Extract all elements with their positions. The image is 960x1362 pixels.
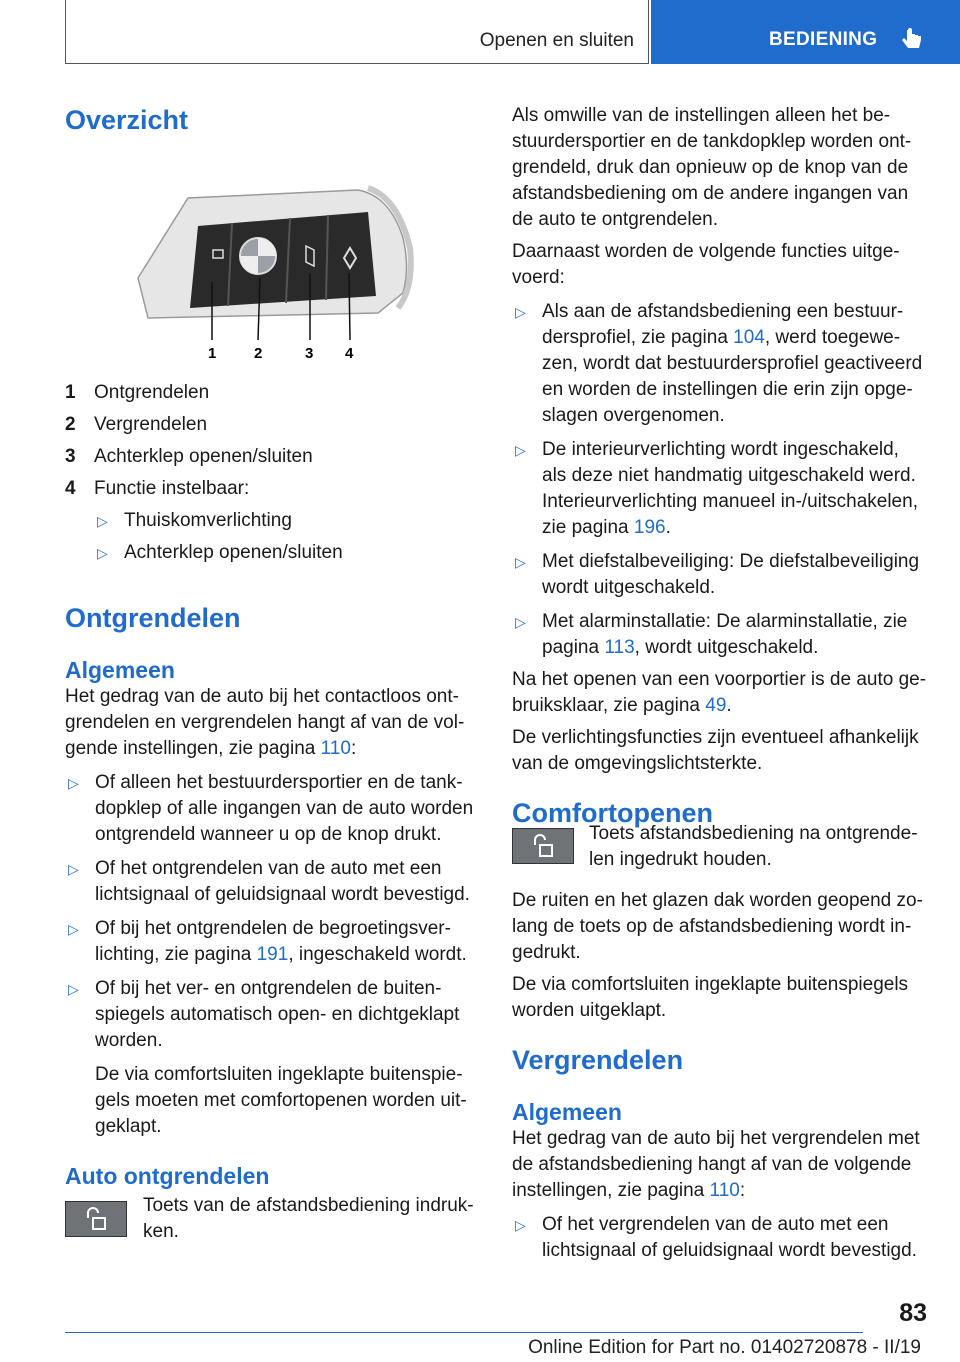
page-link[interactable]: 113 — [604, 637, 635, 658]
paragraph: Het gedrag van de auto bij het vergrendelen met de afstandsbediening hangt af van de volgende instellingen, zie pagina 110: — [512, 1128, 920, 1201]
page-link[interactable]: 191 — [256, 944, 289, 965]
paragraph: De ruiten en het glazen dak worden geopend zo- lang de toets op de afstandsbediening wordt in- gedrukt. — [512, 890, 923, 963]
paragraph: De verlichtingsfuncties zijn eventueel afhankelijk van de omgevingslichtsterkte. — [512, 727, 919, 774]
heading-vergrendelen: Vergrendelen — [512, 1045, 684, 1075]
page-number: 83 — [899, 1299, 927, 1327]
bullet-item: ▷ Of het ontgrendelen van de auto met een lichtsignaal of geluidsignaal wordt bevestigd. — [68, 858, 470, 905]
chapter-title: Openen en sluiten — [479, 30, 634, 51]
page-link[interactable]: 104 — [733, 327, 765, 348]
section-title: BEDIENING — [769, 29, 878, 50]
paragraph: Daarnaast worden de volgende functies uitge- voerd: — [512, 241, 900, 288]
list-item: 3 Achterklep openen/sluiten — [65, 446, 313, 467]
comfort-text: Toets afstandsbediening na ontgrende- len ingedrukt houden. — [589, 823, 918, 870]
right-column-lower — [512, 888, 932, 1264]
bullet-note: De via comfortsluiten ingeklapte buitenspie- gels moeten met comfortopenen worden uit- geklapt. — [95, 1064, 467, 1137]
paragraph: Na het openen van een voorportier is de auto ge- bruiksklaar, zie pagina 49. — [512, 669, 927, 716]
page-link[interactable]: 110 — [320, 738, 351, 759]
left-column — [65, 104, 485, 136]
list-item: 4 Functie instelbaar: — [65, 478, 250, 499]
overview-list — [65, 380, 485, 572]
heading-auto-ontgrendelen: Auto ontgrendelen — [65, 1163, 270, 1189]
bullet-item: ▷ Of het vergrendelen van de auto met een lichtsignaal of geluidsignaal wordt bevestigd. — [515, 1214, 917, 1261]
bullet-item: ▷ Of bij het ver- en ontgrendelen de buiten- spiegels automatisch open- en dichtgeklapt worden. — [68, 978, 460, 1051]
paragraph: Als omwille van de instellingen alleen het be- stuurdersportier en de tankdopklep worden ont- grendeld, druk dan opnieuw op de knop van de afstandsbediening om de andere ingangen van de auto te ontgrendelen. — [512, 105, 912, 230]
page-link[interactable]: 49 — [705, 695, 727, 716]
bullet-item: ▷ Of bij het ontgrendelen de begroetingsver- lichting, zie pagina 191, ingeschakeld wordt. — [68, 918, 467, 965]
unlock-section — [65, 602, 485, 1190]
page-link[interactable]: 196 — [633, 517, 666, 538]
heading-overzicht: Overzicht — [65, 105, 189, 135]
heading-ontgrendelen: Ontgrendelen — [65, 603, 241, 633]
page-link[interactable]: 110 — [709, 1180, 740, 1201]
heading-algemeen: Algemeen — [512, 1099, 622, 1125]
section-tab — [651, 0, 960, 64]
bullet-item: ▷ Met diefstalbeveiliging: De diefstalbeveiliging wordt uitgeschakeld. — [515, 551, 920, 598]
sub-list-item: ▷ Thuiskomverlichting — [97, 510, 292, 531]
heading-comfortopenen: Comfortopenen — [512, 798, 713, 828]
key-fob-illustration — [128, 178, 418, 364]
footer-divider — [65, 1332, 863, 1333]
auto-unlock-text: Toets van de afstandsbediening indruk- ken. — [143, 1195, 474, 1242]
list-item: 2 Vergrendelen — [65, 414, 208, 435]
callout-1: 1 — [208, 345, 217, 362]
right-column — [512, 103, 932, 829]
bullet-item: ▷ De interieurverlichting wordt ingeschakeld, als deze niet handmatig uitgeschakeld werd. Interieurverlichting manueel in-/uitschakelen, zie pagina 196. — [515, 439, 918, 538]
unlock-button-icon — [512, 828, 574, 864]
callout-2: 2 — [254, 345, 263, 362]
paragraph: De via comfortsluiten ingeklapte buitenspiegels worden uitgeklapt. — [512, 974, 909, 1021]
heading-algemeen: Algemeen — [65, 657, 175, 683]
bullet-item: ▷ Met alarminstallatie: De alarminstallatie, zie pagina 113, wordt uitgeschakeld. — [515, 611, 908, 658]
sub-list-item: ▷ Achterklep openen/sluiten — [97, 542, 343, 563]
list-item: 1 Ontgrendelen — [65, 382, 210, 403]
pointing-hand-icon — [898, 28, 924, 52]
paragraph: Het gedrag van de auto bij het contactloos ont- grendelen en vergrendelen hangt af van de vol- gende instellingen, zie pagina 110: — [65, 686, 465, 759]
callout-3: 3 — [305, 345, 314, 362]
unlock-button-icon — [65, 1201, 127, 1237]
bullet-item: ▷ Of alleen het bestuurdersportier en de tank- dopklep of alle ingangen van de auto worden ontgrendeld wanneer u op de knop drukt. — [68, 772, 474, 845]
callout-4: 4 — [345, 345, 354, 362]
bullet-item: ▷ Als aan de afstandsbediening een bestuur- dersprofiel, zie pagina 104, werd toegewe- zen, wordt dat bestuurdersprofiel geactiveerd en worden de instellingen die erin zijn opge- slagen overgenomen. — [515, 301, 923, 426]
footer-edition: Online Edition for Part no. 01402720878 - II/19 — [528, 1337, 921, 1358]
header-bar — [65, 0, 649, 64]
